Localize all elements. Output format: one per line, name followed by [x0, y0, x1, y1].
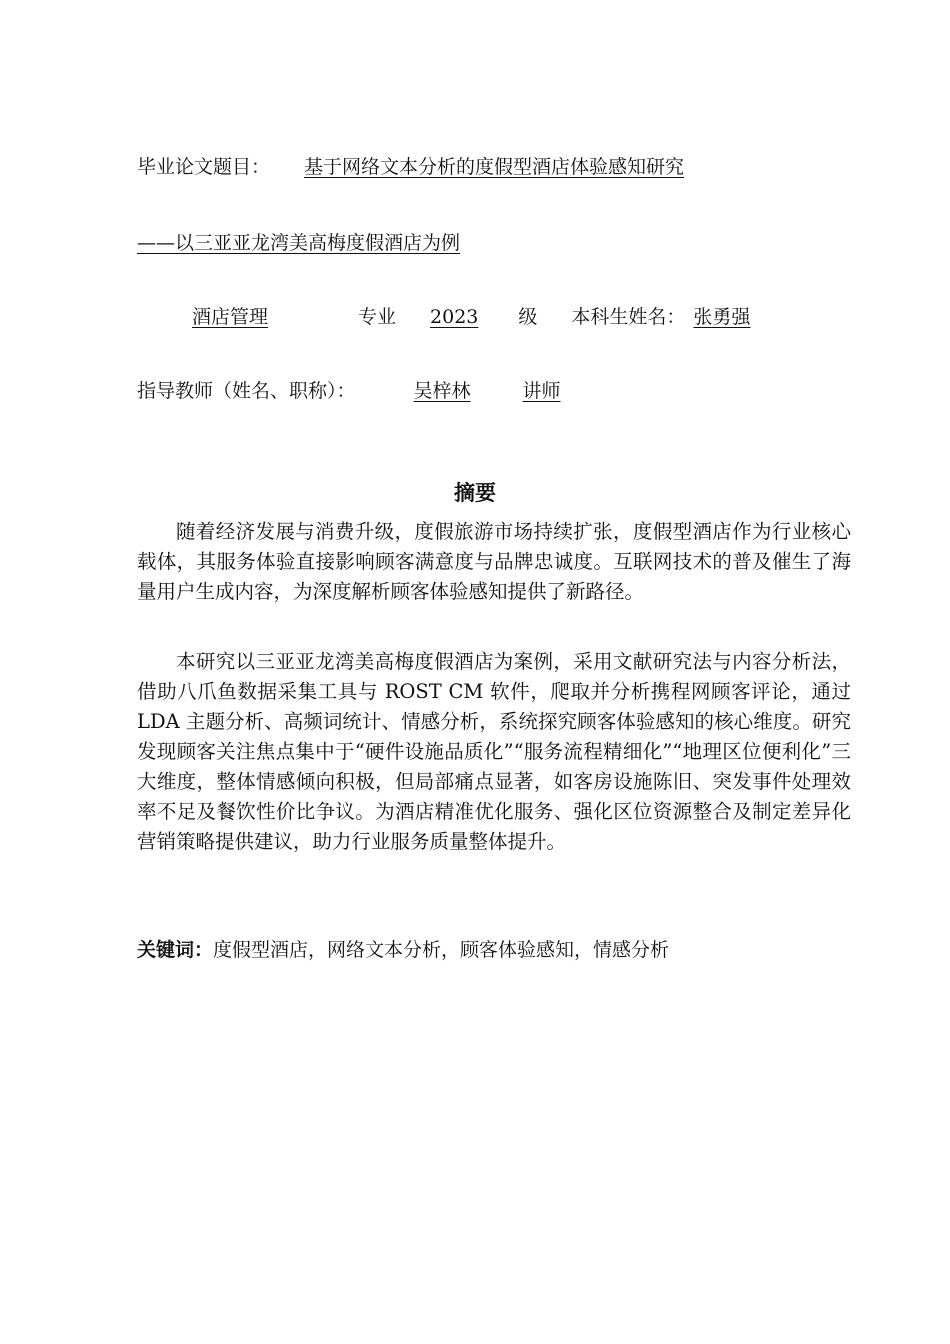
keywords-label: 关键词：	[137, 939, 214, 961]
student-info-line	[137, 303, 756, 331]
advisor-line	[137, 377, 571, 405]
keywords-value: 度假型酒店，网络文本分析，顾客体验感知，情感分析	[213, 939, 670, 961]
major-value: 酒店管理	[192, 306, 269, 328]
thesis-subtitle: ——以三亚亚龙湾美高梅度假酒店为例	[137, 232, 461, 254]
year-label: 级	[518, 306, 538, 328]
advisor-label: 指导教师（姓名、职称）：	[137, 380, 356, 402]
thesis-title-line	[137, 153, 684, 181]
major-label: 专业	[358, 306, 397, 328]
student-name-value: 张勇强	[693, 306, 751, 328]
year-value: 2023	[430, 306, 479, 328]
thesis-title-field	[270, 156, 684, 178]
thesis-title-value: 基于网络文本分析的度假型酒店体验感知研究	[304, 156, 685, 178]
thesis-title-label: 毕业论文题目：	[137, 156, 271, 178]
advisor-name: 吴梓林	[413, 380, 471, 402]
abstract-paragraph-1: 随着经济发展与消费升级，度假旅游市场持续扩张，度假型酒店作为行业核心载体，其服务体验直接影响顾客满意度与品牌忠诚度。互联网技术的普及催生了海量用户生成内容，为深度解析顾客体验感知提供了新路径。	[137, 520, 851, 603]
student-name-label: 本科生姓名：	[571, 306, 686, 328]
advisor-field	[356, 380, 571, 402]
abstract-paragraph-2: 本研究以三亚亚龙湾美高梅度假酒店为案例，采用文献研究法与内容分析法，借助八爪鱼数据采集工具与 ROST CM 软件，爬取并分析携程网顾客评论，通过 LDA 主题分析、高频词统计、情感分析，系统探究顾客体验感知的核心维度。研究发现顾客关注焦点集中于“硬件设施品质化”“服务流程精细化”“地理区位便利化”三大维度，整体情感倾向积极，但局部痛点显著，如客房设施陈旧、突发事件处理效率不足及餐饮性价比争议。为酒店精准优化服务、强化区位资源整合及制定差异化营销策略提供建议，助力行业服务质量整体提升。	[137, 650, 851, 853]
student-name-field	[685, 306, 756, 328]
advisor-title: 讲师	[522, 380, 561, 402]
year-field	[396, 306, 518, 328]
keywords-line	[137, 935, 669, 965]
major-field	[137, 306, 358, 328]
abstract-heading: 摘要	[454, 481, 496, 505]
